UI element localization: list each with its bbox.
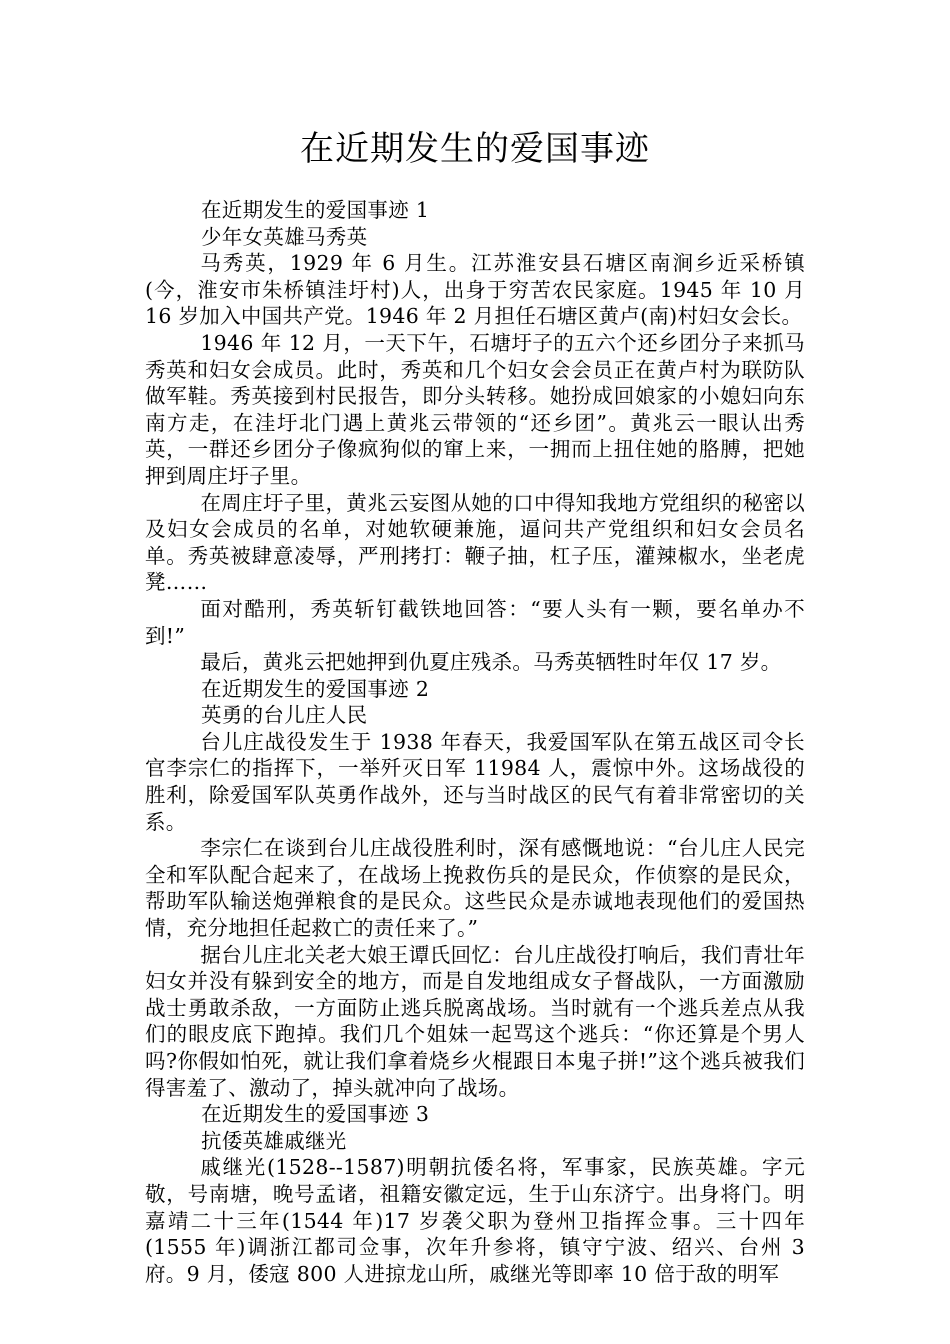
- section-subheading: 抗倭英雄戚继光: [201, 1128, 347, 1153]
- paragraph: 1946 年 12 月，一天下午，石塘圩子的五六个还乡团分子来抓马秀英和妇女会成员。此时，秀英和几个妇女会会员正在黄卢村为联防队做军鞋。秀英接到村民报告，即分头转移。她扮成回娘家的小媳妇向东南方走，在洼圩北门遇上黄兆云带领的“还乡团”。黄兆云一眼认出秀英，一群还乡团分子像疯狗似的窜上来，一拥而上扭住她的胳膊，把她押到周庄圩子里。: [145, 330, 805, 488]
- paragraph: 在周庄圩子里，黄兆云妄图从她的口中得知我地方党组织的秘密以及妇女会成员的名单，对她软硬兼施，逼问共产党组织和妇女会员名单。秀英被肆意凌辱，严刑拷打：鞭子抽，杠子压，灌辣椒水，坐老虎凳……: [145, 490, 805, 595]
- paragraph: 据台儿庄北关老大娘王谭氏回忆：台儿庄战役打响后，我们青壮年妇女并没有躲到安全的地方，而是自发地组成女子督战队，一方面激励战士勇敢杀敌，一方面防止逃兵脱离战场。当时就有一个逃兵差点从我们的眼皮底下跑掉。我们几个姐妹一起骂这个逃兵：“你还算是个男人吗?你假如怕死，就让我们拿着烧乡火棍跟日本鬼子拼!”这个逃兵被我们得害羞了、激动了，掉头就冲向了战场。: [145, 942, 805, 1100]
- section-subheading: 英勇的台儿庄人民: [201, 703, 368, 728]
- document-body: [145, 197, 805, 1287]
- paragraph: 台儿庄战役发生于 1938 年春天，我爱国军队在第五战区司令长官李宗仁的指挥下，一举歼灭日军 11984 人，震惊中外。这场战役的胜利，除爱国军队英勇作战外，还与当时战区的民气有着非常密切的关系。: [145, 729, 805, 834]
- document-title: 在近期发生的爱国事迹: [300, 129, 650, 169]
- section-heading: 在近期发生的爱国事迹 2: [201, 676, 430, 701]
- paragraph: 戚继光(1528--1587)明朝抗倭名将，军事家，民族英雄。字元敬，号南塘，晚号孟诸，祖籍安徽定远，生于山东济宁。出身将门。明嘉靖二十三年(1544 年)17 岁袭父职为登州卫指挥佥事。三十四年(1555 年)调浙江都司佥事，次年升参将，镇守宁波、绍兴、台州 3 府。9 月，倭寇 800 人进掠龙山所，戚继光等即率 10 倍于敌的明军: [145, 1155, 805, 1286]
- section-heading: 在近期发生的爱国事迹 3: [201, 1102, 430, 1127]
- paragraph: 最后，黄兆云把她押到仇夏庄残杀。马秀英牺牲时年仅 17 岁。: [200, 650, 782, 675]
- section-subheading: 少年女英雄马秀英: [201, 224, 368, 249]
- paragraph: 马秀英，1929 年 6 月生。江苏淮安县石塘区南涧乡近采桥镇(今，淮安市朱桥镇洼圩村)人，出身于穷苦农民家庭。1945 年 10 月 16 岁加入中国共产党。1946 年 2 月担任石塘区黄卢(南)村妇女会长。: [145, 251, 805, 329]
- paragraph: 面对酷刑，秀英斩钉截铁地回答：“要人头有一颗，要名单办不到!”: [145, 596, 805, 648]
- section-heading: 在近期发生的爱国事迹 1: [201, 198, 430, 222]
- paragraph: 李宗仁在谈到台儿庄战役胜利时，深有感慨地说：“台儿庄人民完全和军队配合起来了，在战场上挽救伤兵的是民众，作侦察的是民众，帮助军队输送炮弹粮食的是民众。这些民众是赤诚地表现他们的爱国热情，充分地担任起救亡的责任来了。”: [145, 836, 805, 941]
